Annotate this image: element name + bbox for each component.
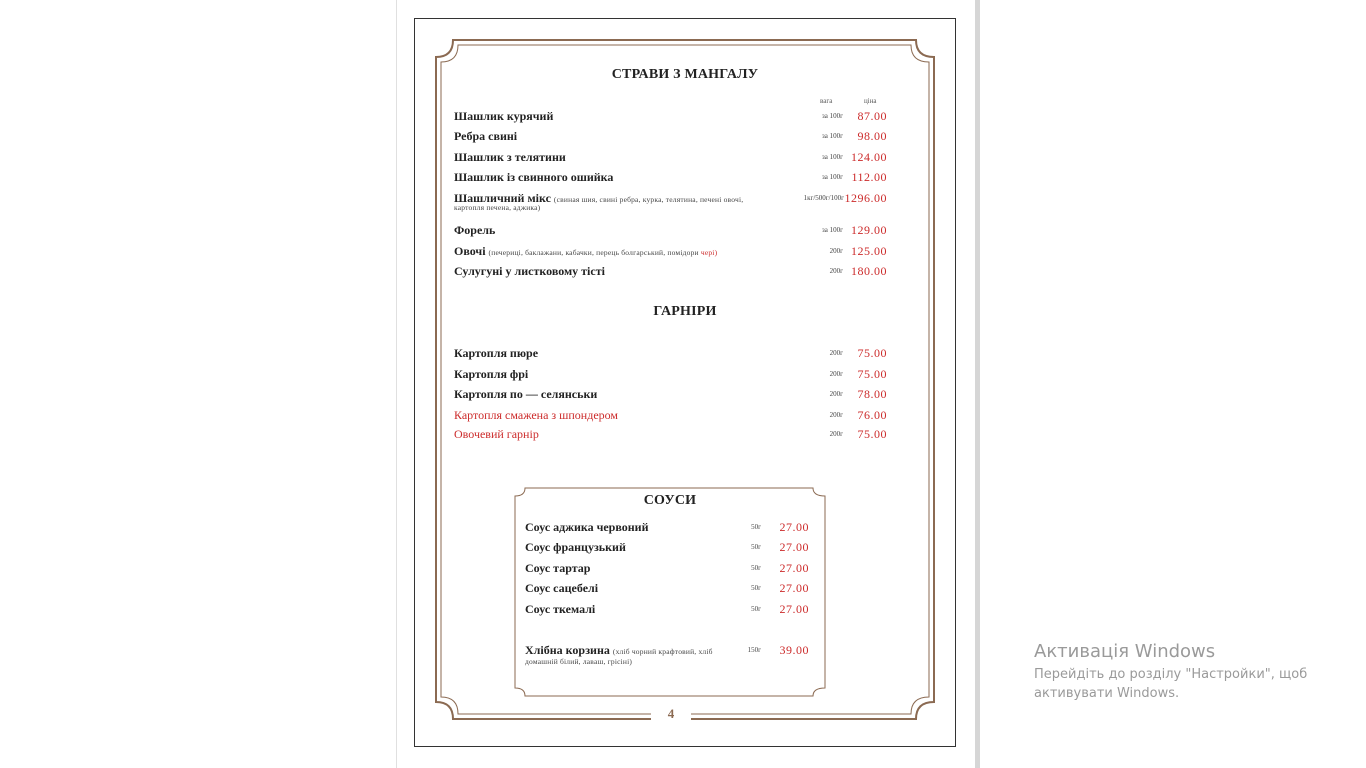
menu-item — [454, 427, 887, 445]
item-name: Шашлик з телятини — [454, 150, 566, 164]
item-name: Форель — [454, 223, 496, 237]
menu-item — [454, 129, 887, 147]
menu-item — [454, 367, 887, 385]
menu-item — [454, 408, 887, 426]
item-weight: 200г — [829, 247, 843, 255]
item-price: 180.00 — [851, 264, 887, 278]
item-weight: 200г — [829, 349, 843, 357]
menu-item — [454, 223, 887, 241]
menu-item — [454, 346, 887, 364]
page-number: 4 — [651, 706, 691, 722]
item-name — [454, 244, 717, 259]
menu-item — [454, 109, 887, 127]
watermark-line-1: Перейдіть до розділу "Настройки", щоб — [1034, 667, 1308, 682]
item-description-line2: домашній білий, лаваш, грісіні) — [525, 657, 633, 666]
item-weight: 50г — [751, 605, 761, 613]
item-description-line2: картопля печена, аджика) — [454, 203, 541, 212]
menu-item — [525, 581, 809, 599]
item-weight: 50г — [751, 584, 761, 592]
item-name: Картопля смажена з шпондером — [454, 408, 619, 422]
menu-item — [454, 264, 887, 282]
menu-item — [454, 244, 887, 262]
item-name: Шашлик курячий — [454, 109, 554, 123]
item-description: (хліб чорний крафтовий, хліб — [612, 647, 713, 656]
sauces-box — [513, 486, 827, 698]
item-name: Сулугуні у листковому тісті — [454, 264, 605, 278]
item-price: 129.00 — [851, 223, 887, 237]
item-weight: 1кг/500г/100г — [803, 194, 844, 202]
item-description-highlight: чері) — [700, 248, 718, 257]
menu-page — [414, 18, 956, 747]
section-title-sauces: СОУСИ — [643, 493, 697, 508]
item-name: Шашлик із свинного ошийка — [454, 170, 614, 184]
item-price: 27.00 — [779, 561, 809, 575]
item-price: 98.00 — [857, 129, 887, 143]
item-name: Овочевий гарнір — [454, 427, 539, 441]
item-name-text: Хлібна корзина — [525, 643, 610, 657]
item-weight: 200г — [829, 370, 843, 378]
item-weight: за 100г — [822, 132, 843, 140]
item-weight: 200г — [829, 267, 843, 275]
item-name-text: Шашличний мікс — [454, 191, 551, 205]
menu-item — [454, 387, 887, 405]
item-price: 39.00 — [779, 643, 809, 657]
item-price: 75.00 — [857, 367, 887, 381]
viewer-scrollbar[interactable] — [975, 0, 980, 768]
item-price: 27.00 — [779, 581, 809, 595]
item-weight: за 100г — [822, 173, 843, 181]
item-price: 87.00 — [857, 109, 887, 123]
item-weight: за 100г — [822, 112, 843, 120]
item-description-text: (печериці, баклажани, кабачки, перець болгарський, помідори — [488, 248, 699, 257]
column-header-weight: вага — [820, 97, 833, 105]
item-price: 75.00 — [857, 427, 887, 441]
item-price: 27.00 — [779, 520, 809, 534]
item-name: Соус французький — [525, 540, 626, 554]
item-weight: 50г — [751, 523, 761, 531]
menu-item — [525, 602, 809, 620]
item-price: 1296.00 — [844, 191, 887, 205]
item-name: Картопля фрі — [454, 367, 529, 381]
item-weight: 50г — [751, 564, 761, 572]
item-name: Соус тартар — [525, 561, 591, 575]
item-name: Соус ткемалі — [525, 602, 596, 616]
item-description: (свиная шия, свині ребра, курка, телятина, печені овочі, — [553, 195, 744, 204]
section-title-grill: СТРАВИ З МАНГАЛУ — [611, 67, 759, 82]
menu-item — [525, 643, 809, 671]
menu-item — [454, 191, 887, 217]
item-price: 76.00 — [857, 408, 887, 422]
menu-item — [525, 561, 809, 579]
menu-item — [525, 520, 809, 538]
watermark-text — [1034, 665, 1307, 703]
column-header-price: ціна — [864, 97, 877, 105]
item-name: Картопля пюре — [454, 346, 539, 360]
item-price: 124.00 — [851, 150, 887, 164]
section-title-sides: ГАРНІРИ — [653, 304, 717, 319]
item-price: 75.00 — [857, 346, 887, 360]
item-price: 27.00 — [779, 602, 809, 616]
windows-activation-watermark — [1034, 641, 1307, 703]
item-description — [489, 248, 718, 257]
item-weight: 50г — [751, 543, 761, 551]
item-name-text: Овочі — [454, 244, 486, 258]
item-weight: за 100г — [822, 153, 843, 161]
item-price: 125.00 — [851, 244, 887, 258]
menu-item — [454, 170, 887, 188]
item-name: Картопля по — селянськи — [454, 387, 598, 401]
item-weight: за 100г — [822, 226, 843, 234]
watermark-title: Активація Windows — [1034, 641, 1216, 662]
menu-item — [525, 540, 809, 558]
item-price: 112.00 — [851, 170, 887, 184]
item-price: 27.00 — [779, 540, 809, 554]
item-weight: 200г — [829, 411, 843, 419]
watermark-line-2: активувати Windows. — [1034, 686, 1180, 701]
item-price: 78.00 — [857, 387, 887, 401]
item-name — [525, 643, 713, 658]
item-name: Ребра свині — [454, 129, 518, 143]
item-name: Соус сацебелі — [525, 581, 599, 595]
item-weight: 200г — [829, 430, 843, 438]
viewer-left-edge — [396, 0, 397, 768]
item-weight: 150г — [747, 646, 761, 654]
menu-item — [454, 150, 887, 168]
item-weight: 200г — [829, 390, 843, 398]
item-name: Соус аджика червоний — [525, 520, 649, 534]
